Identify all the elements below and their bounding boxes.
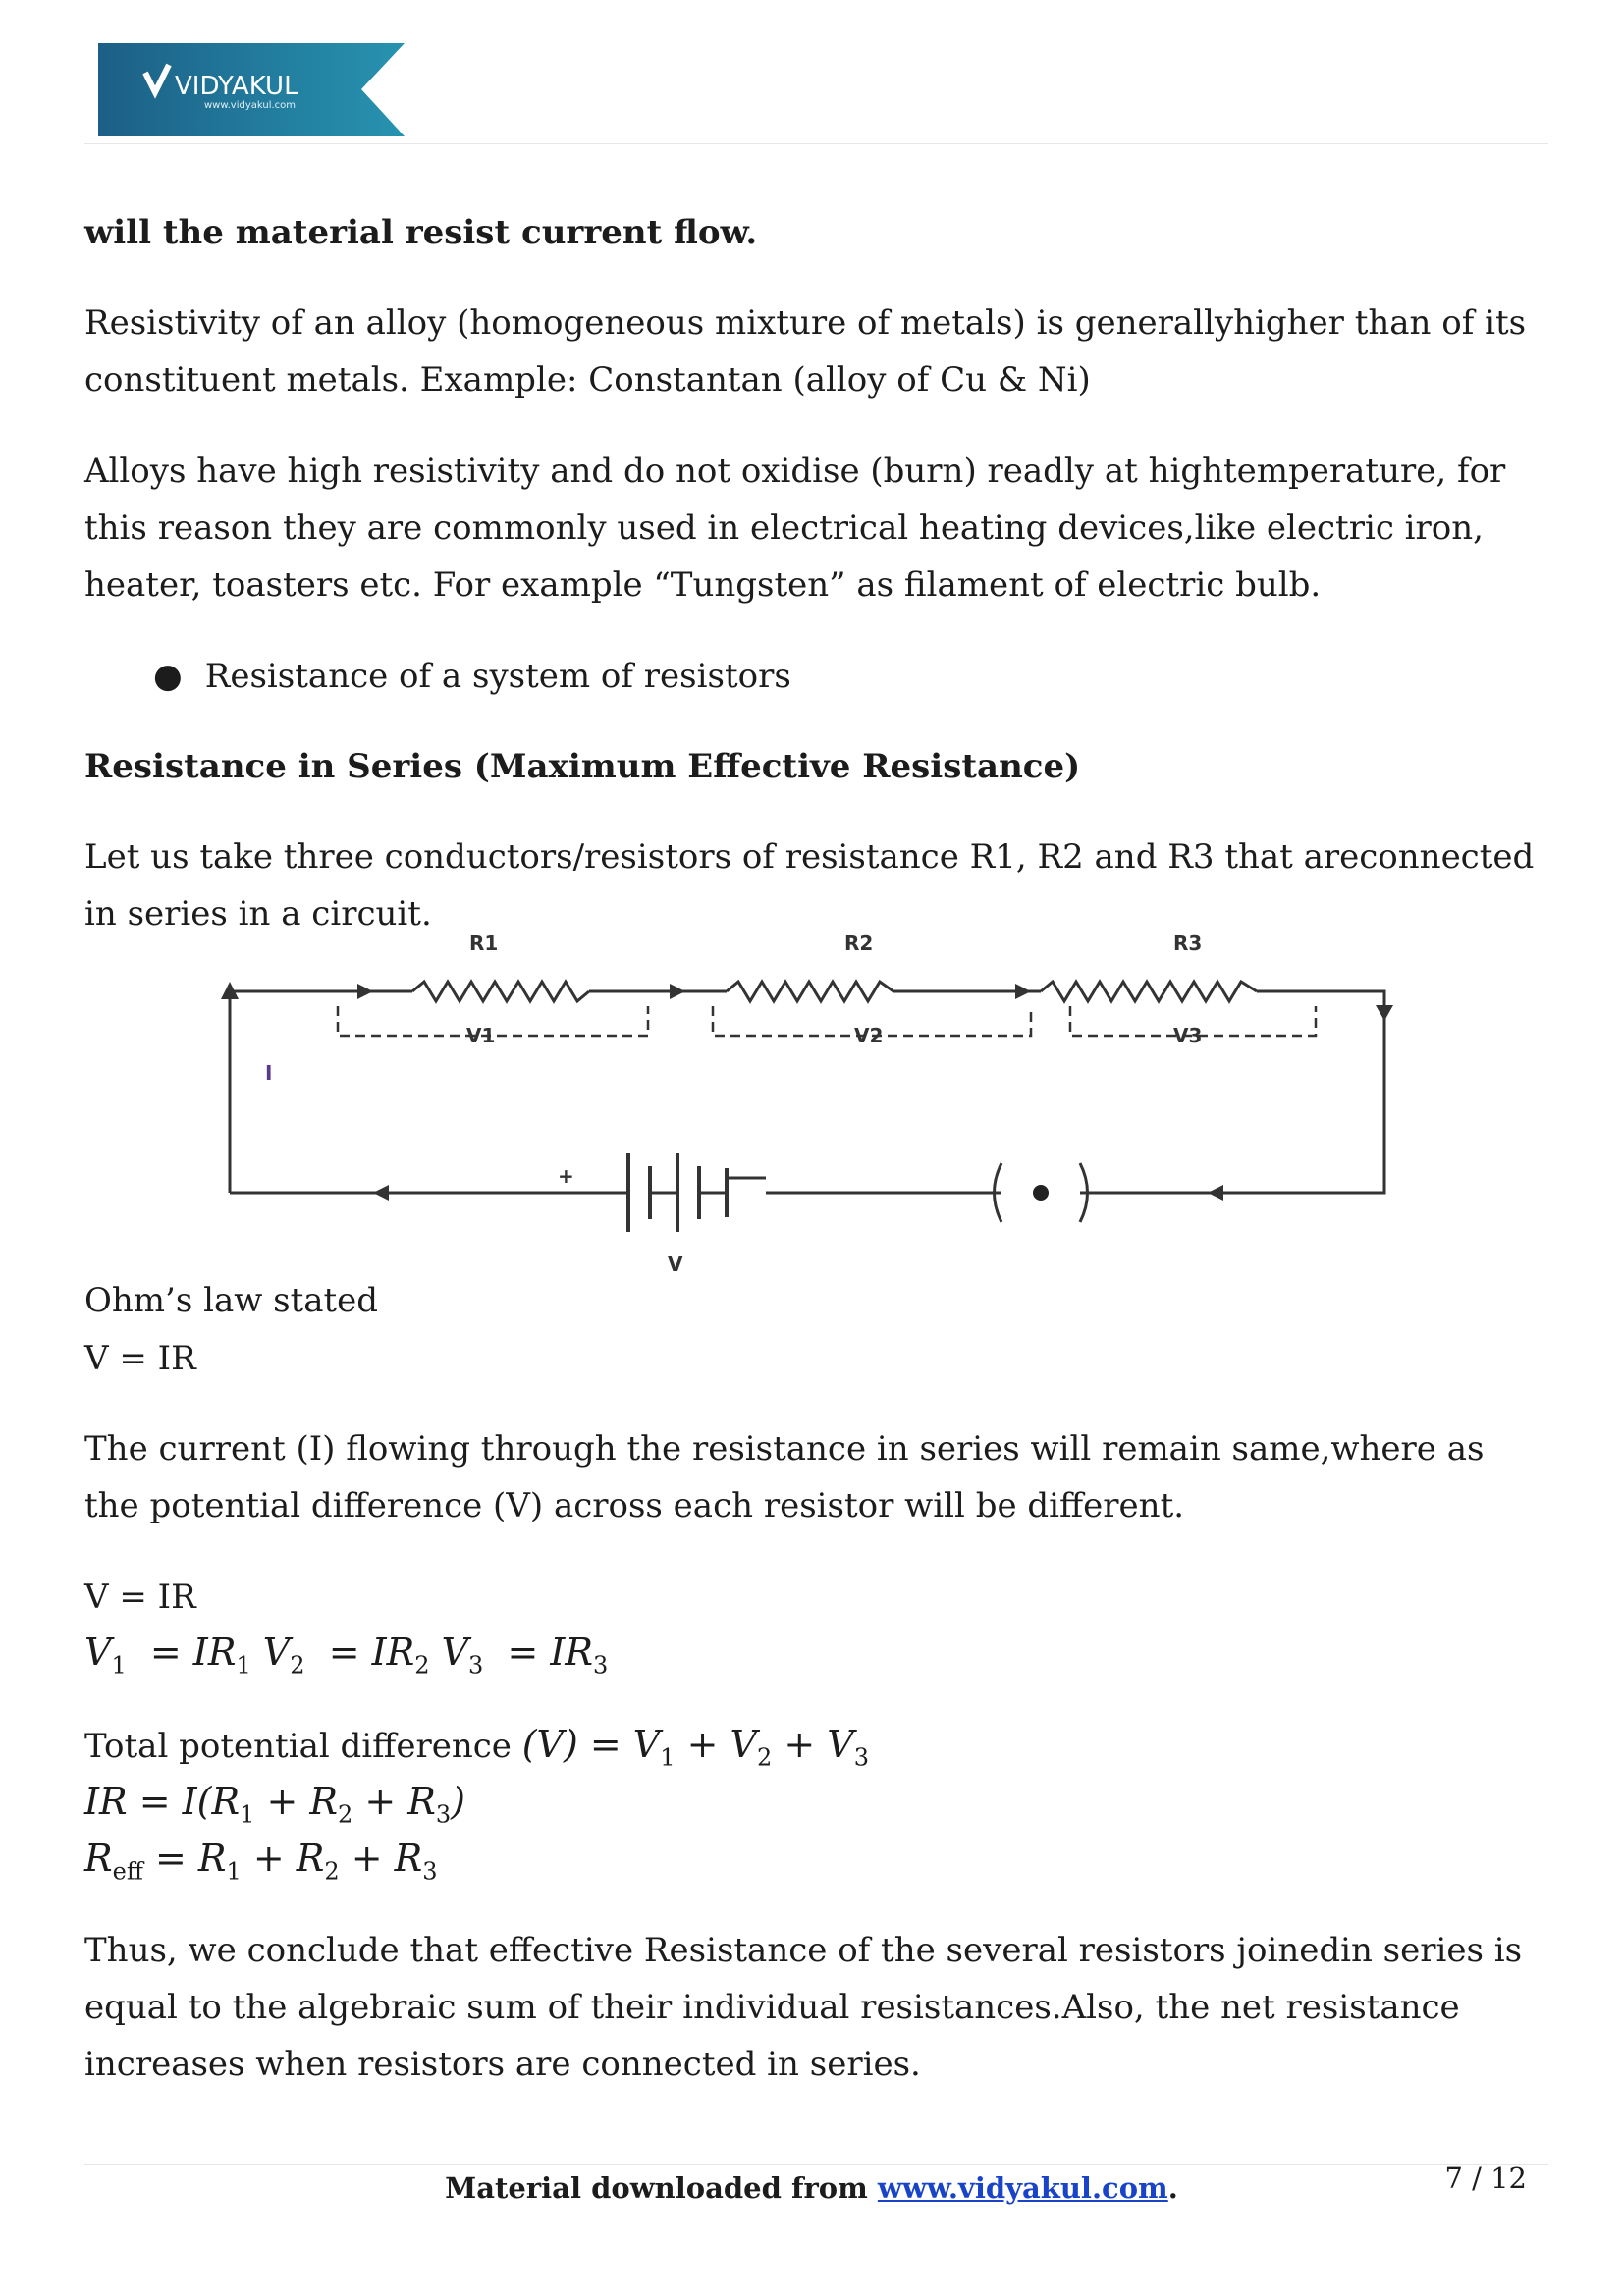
ohm-law-label: Ohm’s law stated bbox=[84, 1281, 379, 1320]
bullet-dot: ● bbox=[153, 657, 183, 696]
footer bbox=[0, 2171, 1623, 2205]
continuation-line: will the material resist current flow. bbox=[84, 213, 758, 252]
footer-divider bbox=[84, 2164, 1548, 2165]
vidyakul-logo bbox=[98, 43, 405, 136]
paragraph-series-intro: Let us take three conductors/resistors of resistance R1, R2 and R3 that areconnected in series in a circuit. bbox=[84, 837, 1535, 934]
equation-v1v2v3: $V_1 = IR_1$ $V_2 = IR_2$ $V_3 = IR_3$ bbox=[84, 1630, 609, 1680]
total-potential-equation: $(V) = V_1 + V_2 + V_3$ bbox=[521, 1723, 869, 1772]
series-circuit-diagram bbox=[216, 933, 1414, 1286]
paragraph-alloy-uses: Alloys have high resistivity and do not oxidise (burn) readly at hightemperature, for this reason they are commonly used in electrical heating devices,like electric iron, heater, toasters etc. For example “Tungsten” as filament of electric bulb. bbox=[84, 452, 1506, 605]
label-v3: V3 bbox=[1173, 1024, 1203, 1047]
logo-text: VIDYAKUL bbox=[175, 72, 298, 101]
bullet-text: Resistance of a system of resistors bbox=[204, 657, 791, 696]
equation-vir: V = IR bbox=[84, 1577, 196, 1617]
footer-link[interactable]: www.vidyakul.com bbox=[877, 2171, 1168, 2205]
bullet-item bbox=[153, 648, 1528, 705]
ohm-law-equation: V = IR bbox=[84, 1339, 196, 1378]
footer-period: . bbox=[1167, 2171, 1178, 2205]
header-divider bbox=[84, 143, 1548, 144]
label-v2: V2 bbox=[854, 1024, 884, 1047]
resistor-r2 bbox=[727, 982, 893, 1001]
label-r1: R1 bbox=[469, 933, 499, 955]
label-r3: R3 bbox=[1173, 933, 1203, 955]
logo-url: www.vidyakul.com bbox=[204, 100, 297, 111]
page-number: 7 / 12 bbox=[1444, 2162, 1527, 2195]
total-potential-label: Total potential difference bbox=[84, 1727, 512, 1766]
label-r2: R2 bbox=[844, 933, 874, 955]
equation-reff: $R_{eff} = R_1 + R_2 + R_3$ bbox=[84, 1837, 438, 1886]
label-v1: V1 bbox=[466, 1024, 496, 1047]
paragraph-alloy-resistivity: Resistivity of an alloy (homogeneous mixture of metals) is generallyhigher than of its constituent metals. Example: Constantan (alloy of Cu & Ni) bbox=[84, 303, 1527, 400]
label-battery-v: V bbox=[668, 1253, 683, 1276]
footer-text: Material downloaded from bbox=[445, 2171, 878, 2205]
key-dot bbox=[1033, 1185, 1049, 1201]
equation-ir: IR = $I(R_1 + R_2 + R_3)$ bbox=[84, 1780, 465, 1829]
resistor-r3 bbox=[1041, 982, 1257, 1001]
section-heading: Resistance in Series (Maximum Effective Resistance) bbox=[84, 747, 1081, 786]
paragraph-conclusion: Thus, we conclude that effective Resistance of the several resistors joinedin series is equal to the algebraic sum of their individual resistances.Also, the net resistance increases when resistors are connected in series. bbox=[84, 1931, 1523, 2084]
paragraph-current-same: The current (I) flowing through the resistance in series will remain same,where as the potential difference (V) across each resistor will be different. bbox=[84, 1429, 1485, 1525]
left-wire bbox=[230, 991, 334, 1193]
resistor-r1 bbox=[412, 982, 589, 1001]
battery-plus: + bbox=[558, 1164, 574, 1188]
label-current: I bbox=[265, 1061, 273, 1085]
right-wire bbox=[1100, 991, 1384, 1193]
